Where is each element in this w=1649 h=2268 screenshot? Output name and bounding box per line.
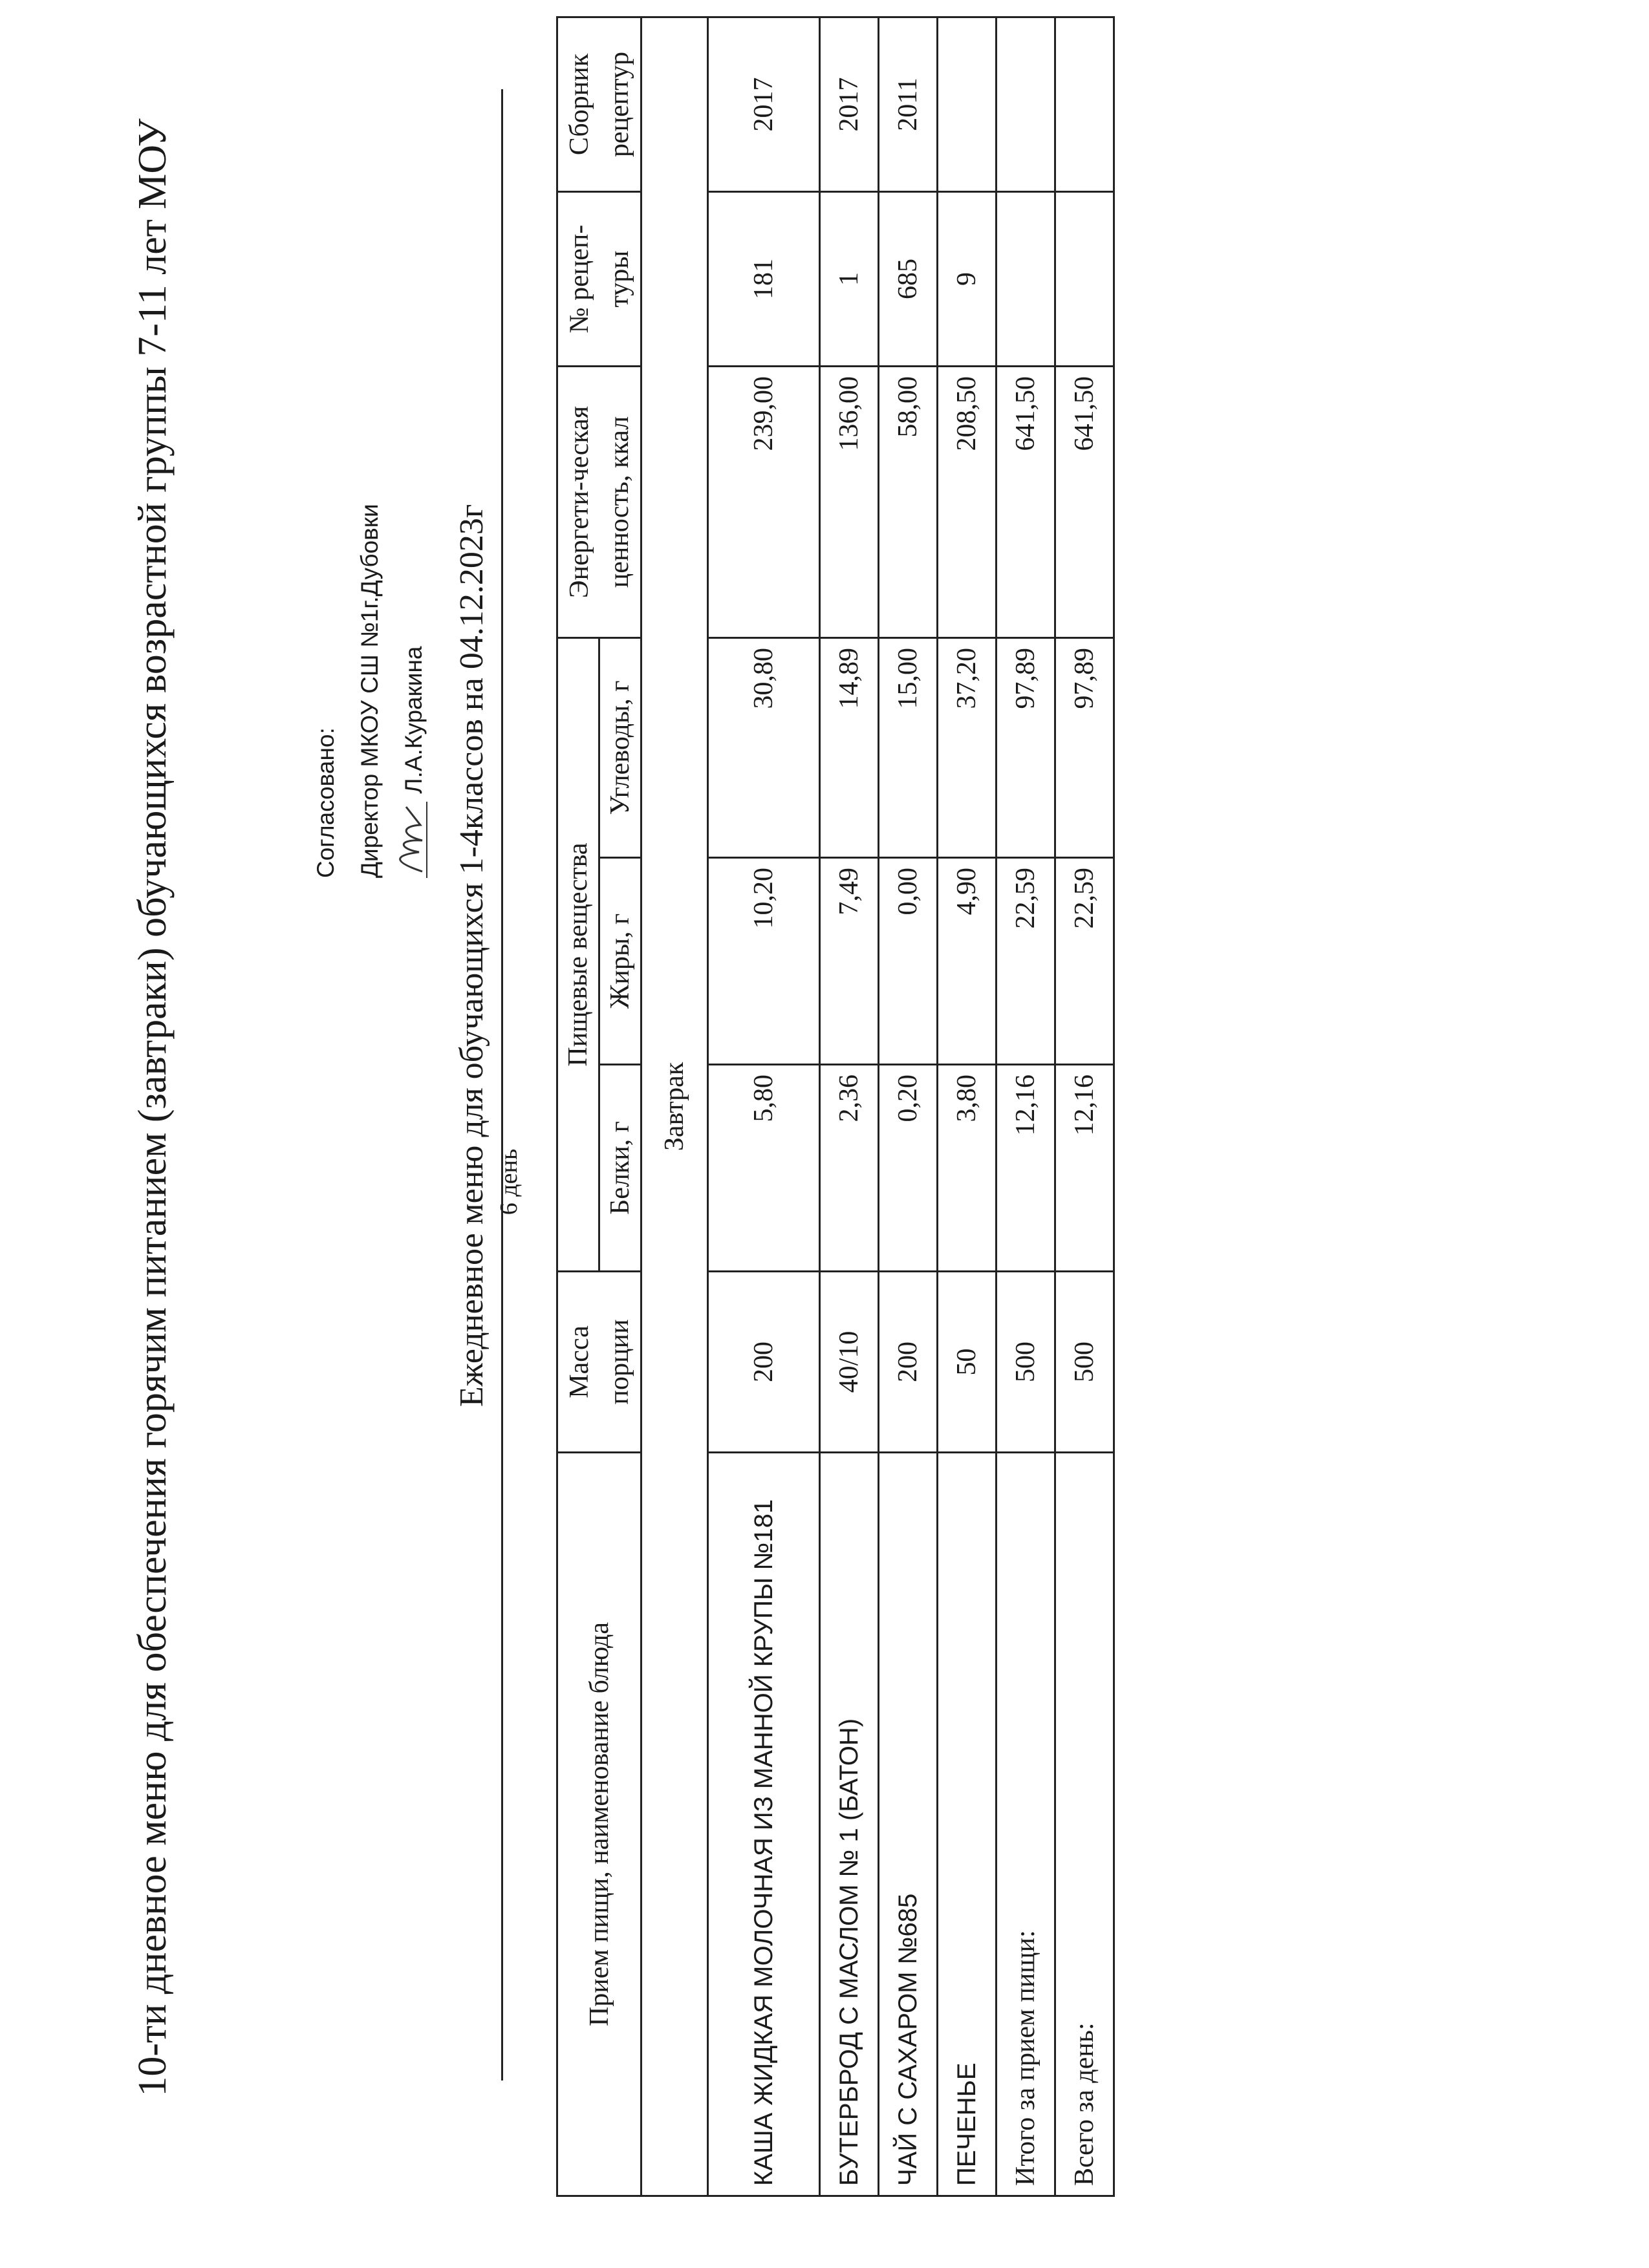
document-subtitle: Ежедневное меню для обучающихся 1-4классов на 04.12.2023г [453,504,490,1407]
signature-image [402,800,428,878]
dish-recipe: 181 [708,192,820,367]
dish-name: КАША ЖИДКАЯ МОЛОЧНАЯ ИЗ МАННОЙ КРУПЫ №181 [708,1453,820,2196]
dish-fat: 7,49 [820,858,879,1065]
dish-energy: 208,50 [938,367,997,638]
document-title: 10-ти дневное меню для обеспечения горячим питанием (завтраки) обучающихся возрастной группы 7-11 лет МОУ [131,118,175,2097]
header-collection: Сборник рецептур [557,17,641,192]
total-row [1055,17,1114,2196]
dish-name: ЧАЙ С САХАРОМ №685 [879,1453,938,2196]
total-carbs: 97,89 [1055,638,1114,858]
dish-mass: 200 [879,1272,938,1453]
dish-protein: 3,80 [938,1065,997,1272]
subtotal-mass: 500 [997,1272,1055,1453]
approval-label: Согласовано: [312,727,339,878]
day-label: 6 день [495,1148,523,1215]
dish-mass: 40/10 [820,1272,879,1453]
header-dish: Прием пищи, наименование блюда [557,1453,641,2196]
dish-mass: 50 [938,1272,997,1453]
approval-signer: Л.А.Куракина [400,646,427,794]
subtotal-label: Итого за прием пищи: [997,1453,1055,2196]
dish-recipe: 685 [879,192,938,367]
dish-name: БУТЕРБРОД С МАСЛОМ № 1 (БАТОН) [820,1453,879,2196]
dish-carbs: 37,20 [938,638,997,858]
dish-protein: 2,36 [820,1065,879,1272]
total-fat: 22,59 [1055,858,1114,1065]
empty-cell [1055,192,1114,367]
dish-collection: 2017 [708,17,820,192]
approval-block [304,425,436,878]
dish-energy: 239,00 [708,367,820,638]
empty-cell [997,192,1055,367]
dish-recipe: 9 [938,192,997,367]
total-energy: 641,50 [1055,367,1114,638]
header-nutrients: Пищевые вещества [557,638,599,1272]
subtotal-carbs: 97,89 [997,638,1055,858]
dish-energy: 136,00 [820,367,879,638]
empty-cell [1055,17,1114,192]
dish-carbs: 14,89 [820,638,879,858]
header-mass: Масса порции [557,1272,641,1453]
empty-cell [997,17,1055,192]
dish-collection: 2017 [820,17,879,192]
dish-energy: 58,00 [879,367,938,638]
header-energy: Энергети-ческая ценность, ккал [557,367,641,638]
table-row [708,17,820,2196]
divider [501,89,503,2081]
dish-fat: 4,90 [938,858,997,1065]
dish-name: ПЕЧЕНЬЕ [938,1453,997,2196]
dish-carbs: 30,80 [708,638,820,858]
total-mass: 500 [1055,1272,1114,1453]
header-recipe-no: № рецеп-туры [557,192,641,367]
header-carbs: Углеводы, г [599,638,641,858]
subtotal-energy: 641,50 [997,367,1055,638]
total-label: Всего за день: [1055,1453,1114,2196]
table-row [879,17,938,2196]
dish-collection [938,17,997,192]
dish-fat: 10,20 [708,858,820,1065]
dish-collection: 2011 [879,17,938,192]
dish-protein: 5,80 [708,1065,820,1272]
total-protein: 12,16 [1055,1065,1114,1272]
dish-mass: 200 [708,1272,820,1453]
subtotal-protein: 12,16 [997,1065,1055,1272]
table-row [820,17,879,2196]
dish-protein: 0,20 [879,1065,938,1272]
approval-signature-line [392,425,436,878]
dish-fat: 0,00 [879,858,938,1065]
approval-position: Директор МКОУ СШ №1г.Дубовки [356,504,383,878]
header-fat: Жиры, г [599,858,641,1065]
table-row [938,17,997,2196]
dish-carbs: 15,00 [879,638,938,858]
menu-table [556,16,1115,2197]
dish-recipe: 1 [820,192,879,367]
subtotal-fat: 22,59 [997,858,1055,1065]
subtotal-row [997,17,1055,2196]
header-protein: Белки, г [599,1065,641,1272]
meal-label: Завтрак [641,17,708,2196]
